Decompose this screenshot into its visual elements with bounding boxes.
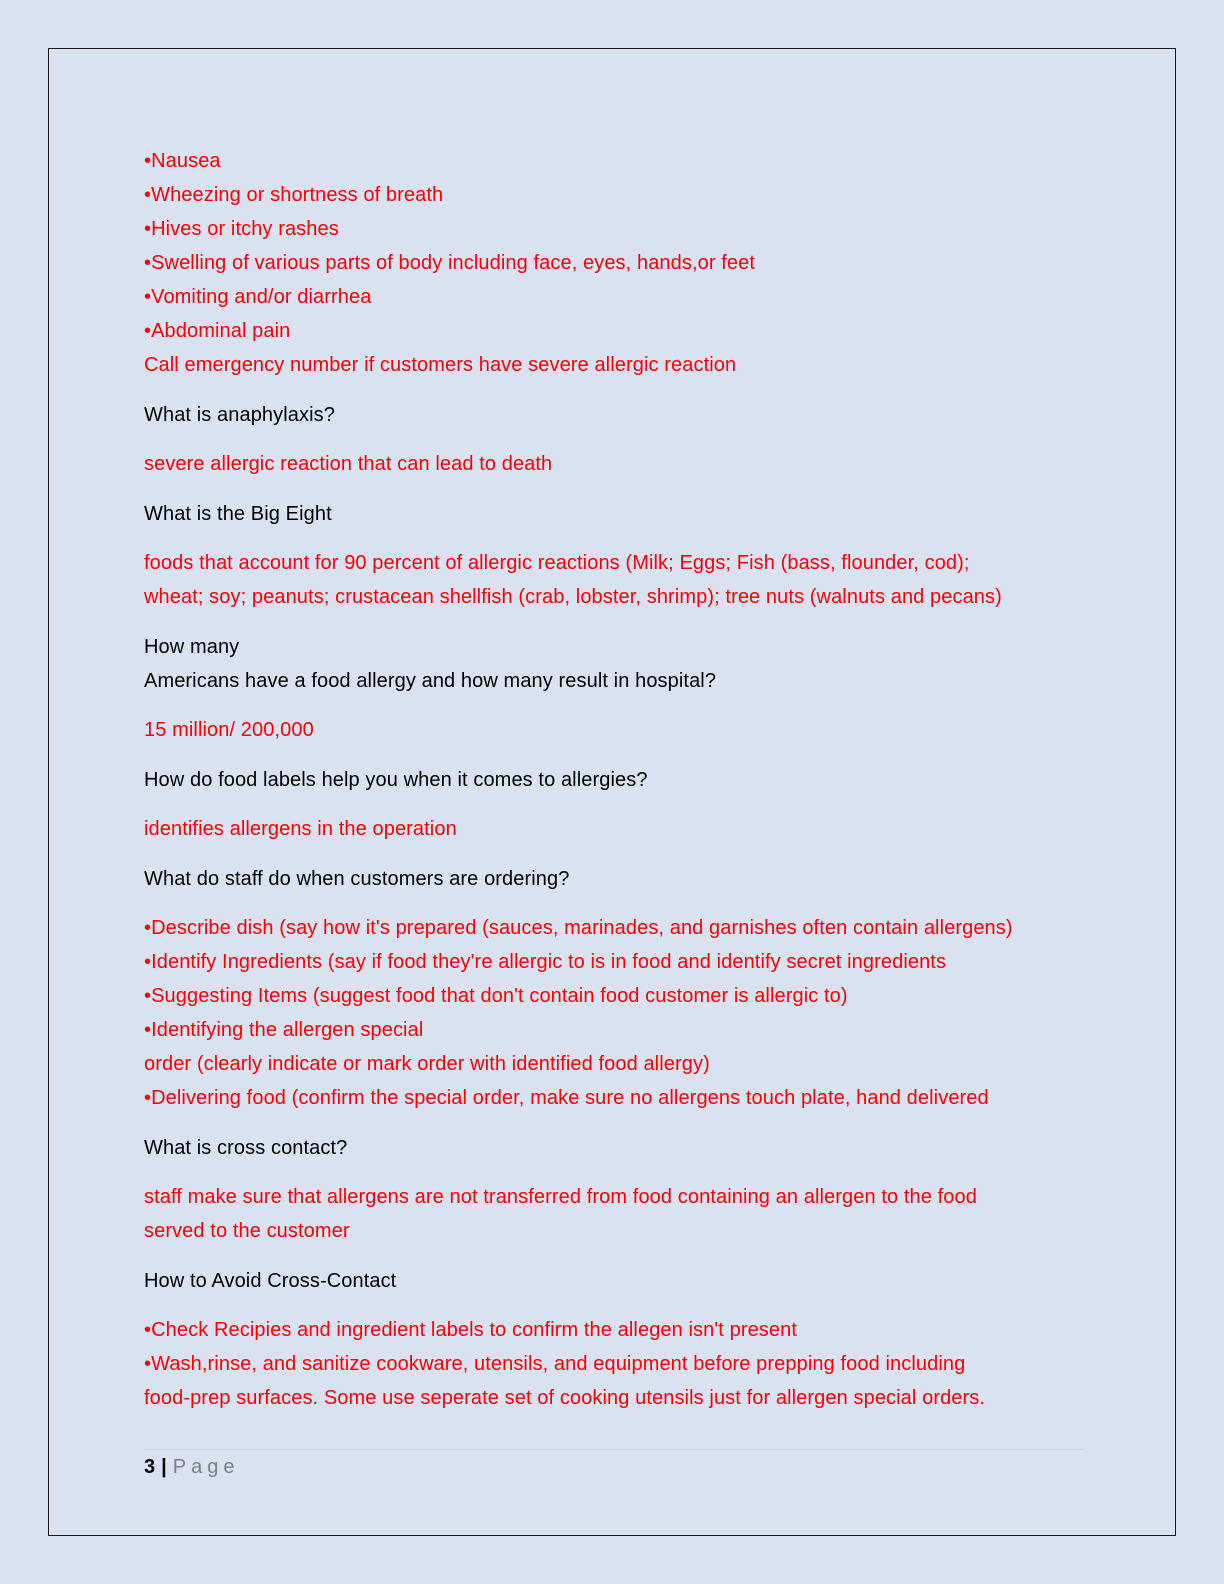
answer-identifying-allergen-cont: order (clearly indicate or mark order with identified food allergy) bbox=[144, 1053, 710, 1075]
question-staff-ordering: What do staff do when customers are ordering? bbox=[144, 867, 570, 890]
answer-delivering-food: •Delivering food (confirm the special order, make sure no allergens touch plate, hand delivered bbox=[144, 1087, 989, 1109]
symptom-vomiting: •Vomiting and/or diarrhea bbox=[144, 286, 372, 308]
question-food-labels: How do food labels help you when it comes to allergies? bbox=[144, 768, 648, 791]
answer-cross-contact-line-1: staff make sure that allergens are not transferred from food containing an allergen to the food bbox=[144, 1186, 977, 1208]
page-label: Page bbox=[172, 1456, 240, 1478]
answer-big-eight-line-2: wheat; soy; peanuts; crustacean shellfish (crab, lobster, shrimp); tree nuts (walnuts and pecans) bbox=[144, 586, 1002, 608]
symptom-swelling: •Swelling of various parts of body including face, eyes, hands,or feet bbox=[144, 252, 756, 274]
page-number: 3 bbox=[144, 1456, 156, 1478]
page-footer bbox=[144, 1452, 239, 1482]
footer-divider bbox=[144, 1449, 1084, 1450]
answer-describe-dish: •Describe dish (say how it's prepared (sauces, marinades, and garnishes often contain allergens) bbox=[144, 917, 1013, 939]
symptom-nausea: •Nausea bbox=[144, 150, 221, 172]
question-cross-contact: What is cross contact? bbox=[144, 1136, 348, 1159]
answer-identify-ingredients: •Identify Ingredients (say if food they're allergic to is in food and identify secret ingredients bbox=[144, 951, 947, 973]
question-how-many-line-2: Americans have a food allergy and how many result in hospital? bbox=[144, 669, 717, 692]
answer-anaphylaxis: severe allergic reaction that can lead to death bbox=[144, 453, 553, 475]
question-big-eight: What is the Big Eight bbox=[144, 502, 332, 525]
answer-food-labels: identifies allergens in the operation bbox=[144, 818, 457, 840]
answer-wash-rinse-line-1: •Wash,rinse, and sanitize cookware, utensils, and equipment before prepping food including bbox=[144, 1353, 966, 1375]
emergency-note: Call emergency number if customers have severe allergic reaction bbox=[144, 354, 737, 376]
answer-wash-rinse-line-2: food-prep surfaces. Some use seperate set of cooking utensils just for allergen special orders. bbox=[144, 1387, 986, 1409]
answer-check-recipes: •Check Recipies and ingredient labels to confirm the allegen isn't present bbox=[144, 1319, 798, 1341]
answer-cross-contact-line-2: served to the customer bbox=[144, 1220, 350, 1242]
answer-how-many: 15 million/ 200,000 bbox=[144, 719, 314, 741]
symptom-hives: •Hives or itchy rashes bbox=[144, 218, 339, 240]
answer-big-eight-line-1: foods that account for 90 percent of allergic reactions (Milk; Eggs; Fish (bass, flounder, cod); bbox=[144, 552, 970, 574]
question-how-many-line-1: How many bbox=[144, 635, 240, 658]
symptom-abdominal-pain: •Abdominal pain bbox=[144, 320, 291, 342]
document-body bbox=[144, 144, 1084, 1415]
question-avoid-cross-contact: How to Avoid Cross-Contact bbox=[144, 1269, 397, 1292]
answer-suggesting-items: •Suggesting Items (suggest food that don't contain food customer is allergic to) bbox=[144, 985, 848, 1007]
answer-identifying-allergen: •Identifying the allergen special bbox=[144, 1019, 424, 1041]
symptom-wheezing: •Wheezing or shortness of breath bbox=[144, 184, 444, 206]
footer-separator: | bbox=[161, 1456, 167, 1478]
question-anaphylaxis: What is anaphylaxis? bbox=[144, 403, 335, 426]
